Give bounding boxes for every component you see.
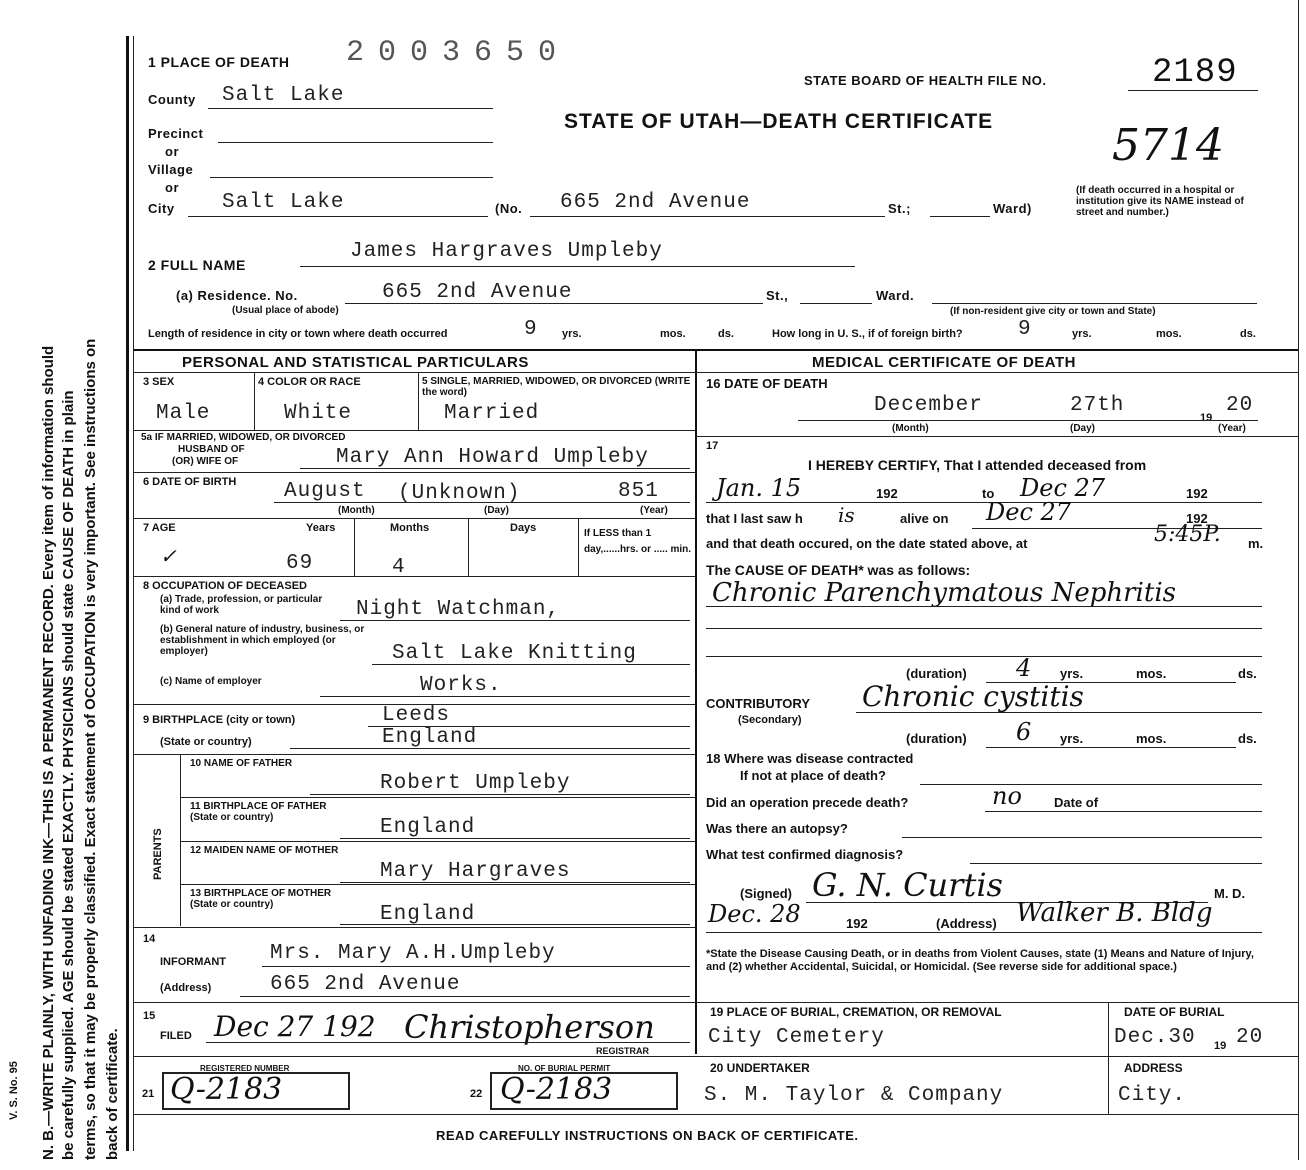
age-years-label: Years	[306, 522, 336, 534]
age-label: 7 AGE	[143, 522, 176, 534]
age-mark: ✓	[160, 544, 177, 568]
ward-line	[930, 216, 990, 217]
autopsy-line	[902, 837, 1262, 838]
vs-number: V. S. No. 95	[8, 1061, 20, 1120]
occupation-label: 8 OCCUPATION OF DECEASED	[143, 580, 307, 592]
parents-divider	[180, 754, 181, 926]
st-label: St.;	[888, 201, 911, 216]
age-div-1	[354, 518, 355, 576]
instructions-footer: READ CAREFULLY INSTRUCTIONS ON BACK OF CERTIFICATE.	[436, 1128, 859, 1143]
village-label: Village	[148, 162, 194, 177]
mother-line	[340, 882, 690, 883]
birthplace-label: 9 BIRTHPLACE (city or town)	[143, 714, 296, 726]
row-line-2	[133, 472, 695, 473]
contrib-duration-label: (duration)	[906, 731, 967, 746]
filed-date: Dec 27 192	[214, 1010, 376, 1043]
undertaker-address-label: ADDRESS	[1124, 1061, 1183, 1075]
length-ds-label: ds.	[718, 328, 734, 340]
informant-number: 14	[143, 933, 156, 945]
attended-to-label: to	[982, 486, 995, 501]
cause-duration-label: (duration)	[906, 666, 967, 681]
city-label: City	[148, 201, 175, 216]
row-line-7	[180, 797, 695, 798]
city-line	[188, 216, 488, 217]
last-saw-text: that I last saw h	[706, 511, 803, 526]
dod-year: 20	[1226, 394, 1254, 417]
length-of-residence-label: Length of residence in city or town where death occurred	[148, 328, 448, 340]
row-line-6	[133, 754, 695, 755]
row-line-10	[133, 927, 695, 928]
dob-month-sub: (Month)	[338, 505, 375, 516]
age-days-label: Days	[510, 522, 537, 534]
or-label-2: or	[165, 180, 179, 195]
test-line	[970, 863, 1262, 864]
contrib-ds-label: ds.	[1238, 731, 1257, 746]
signed-label: (Signed)	[740, 886, 792, 901]
last-saw-his: is	[838, 503, 855, 527]
permit-prefix: 22	[470, 1088, 483, 1100]
us-ds-label: ds.	[1240, 328, 1256, 340]
birthplace-city: Leeds	[382, 704, 451, 727]
row-line-12	[133, 1056, 1298, 1057]
burial-place-label: 19 PLACE OF BURIAL, CREMATION, OR REMOVAL	[710, 1005, 1002, 1019]
precinct-line	[218, 142, 493, 143]
registrar-signature: Christopherson	[404, 1008, 655, 1046]
mother-bp-line	[340, 924, 690, 925]
residence-ward-label: Ward.	[876, 288, 915, 303]
full-name-value: James Hargraves Umpleby	[350, 240, 663, 263]
mother-birthplace-label: 13 BIRTHPLACE OF MOTHER (State or country)	[190, 888, 332, 910]
row-line-11	[133, 1002, 695, 1003]
contracted-line	[920, 784, 1262, 785]
marital-value: Married	[444, 402, 540, 425]
occupation-c-label: (c) Name of employer	[160, 676, 262, 687]
hospital-note: (If death occurred in a hospital or institution give its NAME instead of street and number.)	[1076, 185, 1244, 218]
certify-text: I HEREBY CERTIFY, That I attended deceased from	[808, 457, 1147, 473]
cause-yrs-label: yrs.	[1060, 666, 1084, 681]
full-name-label: 2 FULL NAME	[148, 257, 246, 273]
attended-to-date: Dec 27	[1020, 474, 1106, 502]
sign-date-line	[706, 932, 1262, 933]
side-note-line3: terms, so that it may be properly classified. Exact statement of OCCUPATION is very important. See instructions on	[82, 338, 99, 1160]
birthplace-sub: (State or country)	[160, 736, 252, 748]
handwritten-number: 5714	[1112, 120, 1224, 171]
length-yrs-label: yrs.	[562, 328, 582, 340]
occupation-c-value: Works.	[420, 674, 502, 697]
stamp-number: 2003650	[346, 36, 571, 70]
occ-b-line	[372, 664, 690, 665]
death-occurred-text: and that death occured, on the date stated above, at	[706, 536, 1028, 551]
spouse-value: Mary Ann Howard Umpleby	[336, 446, 649, 469]
length-mos-label: mos.	[660, 328, 686, 340]
dob-year-sub: (Year)	[640, 505, 668, 516]
spouse-label-3: (OR) WIFE OF	[172, 456, 239, 467]
operation-value: no	[992, 782, 1022, 810]
occupation-b-label: (b) General nature of industry, business, or establishment in which employed (or employer)	[160, 624, 365, 657]
cause-value: Chronic Parenchymatous Nephritis	[712, 578, 1176, 608]
dob-label: 6 DATE OF BIRTH	[143, 476, 237, 488]
contributory-sub: (Secondary)	[738, 714, 802, 726]
parents-label: PARENTS	[152, 828, 164, 880]
cause-ds-label: ds.	[1238, 666, 1257, 681]
color-label: 4 COLOR OR RACE	[258, 376, 361, 388]
undertaker-address: City.	[1118, 1084, 1187, 1107]
row-line-3	[133, 518, 695, 519]
residence-extra-line	[932, 303, 1257, 304]
county-label: County	[148, 92, 196, 107]
father-label: 10 NAME OF FATHER	[190, 758, 293, 769]
burial-date: Dec.30	[1114, 1026, 1196, 1049]
filed-number: 15	[143, 1010, 156, 1022]
residence-label: (a) Residence. No.	[176, 288, 298, 303]
county-value: Salt Lake	[222, 84, 345, 107]
residence-ward-line	[800, 303, 872, 304]
registrar-label: REGISTRAR	[596, 1046, 650, 1056]
mother-birthplace-value: England	[380, 903, 476, 926]
burial-date-year: 20	[1236, 1026, 1264, 1049]
row-line-1	[133, 430, 695, 431]
residence-value: 665 2nd Avenue	[382, 281, 573, 304]
dod-line	[798, 420, 1258, 421]
dod-day-sub: (Day)	[1070, 423, 1096, 434]
occ-c-line	[320, 696, 690, 697]
burial-divider	[1108, 1002, 1109, 1114]
bottom-line	[133, 1114, 1298, 1115]
autopsy-label: Was there an autopsy?	[706, 821, 848, 836]
file-no: 2189	[1152, 54, 1238, 92]
length-years: 9	[524, 318, 538, 341]
county-line	[208, 108, 493, 109]
father-value: Robert Umpleby	[380, 772, 571, 795]
cause-line-3	[706, 656, 1262, 657]
undertaker-value: S. M. Taylor & Company	[704, 1084, 1004, 1107]
sign-19: 192	[846, 916, 868, 931]
right-border	[1298, 0, 1299, 1160]
contrib-duration-line	[986, 747, 1236, 748]
cause-mos-label: mos.	[1136, 666, 1167, 681]
dob-day: (Unknown)	[398, 482, 521, 505]
dob-day-sub: (Day)	[484, 505, 510, 516]
contrib-duration-yrs: 6	[1016, 718, 1032, 746]
occupation-a-value: Night Watchman,	[356, 598, 561, 621]
age-months-label: Months	[390, 522, 430, 534]
dob-line	[274, 502, 690, 503]
spouse-label-2: HUSBAND OF	[178, 444, 245, 455]
medical-title-line	[695, 372, 1298, 373]
contracted-sub: If not at place of death?	[740, 768, 886, 783]
certificate-title: STATE OF UTAH—DEATH CERTIFICATE	[564, 110, 994, 133]
marital-label: 5 SINGLE, MARRIED, WIDOWED, OR DIVORCED (WRITE the word)	[422, 376, 691, 398]
personal-section-title: PERSONAL AND STATISTICAL PARTICULARS	[182, 354, 529, 371]
center-divider	[695, 350, 697, 1054]
spouse-line	[300, 468, 690, 469]
left-border-inner	[133, 36, 134, 1151]
full-name-line	[300, 266, 855, 267]
registered-number: Q-2183	[170, 1072, 283, 1107]
alive-on-text: alive on	[900, 511, 949, 526]
precinct-label: Precinct	[148, 126, 204, 141]
or-label-1: or	[165, 144, 179, 159]
street-value: 665 2nd Avenue	[560, 191, 751, 214]
father-birthplace-label: 11 BIRTHPLACE OF FATHER (State or country)	[190, 801, 327, 823]
dod-day: 27th	[1070, 394, 1125, 417]
nonresident-note: (If non-resident give city or town and State)	[950, 306, 1156, 317]
sign-address-label: (Address)	[936, 916, 997, 931]
bp-country-line	[290, 748, 690, 749]
burial-place-value: City Cemetery	[708, 1026, 885, 1049]
informant-address-label: (Address)	[160, 982, 212, 994]
burial-date-label: DATE OF BURIAL	[1124, 1005, 1225, 1019]
attended-from-date: Jan. 15	[716, 474, 802, 502]
row-line-4	[133, 576, 695, 577]
dob-year: 851	[618, 480, 659, 503]
sex-value: Male	[156, 402, 211, 425]
informant-value: Mrs. Mary A.H.Umpleby	[270, 942, 556, 965]
age-div-3	[578, 518, 579, 576]
side-note-line1: N. B.—WRITE PLAINLY, WITH UNFADING INK—THIS IS A PERMANENT RECORD. Every item of information should	[40, 345, 57, 1160]
death-time-m: m.	[1248, 536, 1264, 551]
street-no-label: (No.	[495, 201, 523, 216]
md-label: M. D.	[1214, 886, 1246, 901]
us-years: 9	[1018, 318, 1032, 341]
residence-sub: (Usual place of abode)	[232, 305, 339, 316]
permit-label: NO. OF BURIAL PERMIT	[518, 1064, 611, 1073]
cause-duration-yrs: 4	[1016, 654, 1032, 682]
registered-number-label: REGISTERED NUMBER	[200, 1064, 290, 1073]
left-border	[126, 36, 129, 1151]
alive-19: 192	[1186, 511, 1208, 526]
residence-st-label: St.,	[766, 288, 789, 303]
color-divider	[418, 372, 419, 430]
sex-label: 3 SEX	[143, 376, 175, 388]
contrib-mos-label: mos.	[1136, 731, 1167, 746]
dod-19: 19	[1200, 412, 1213, 424]
side-note-line4: back of certificate.	[104, 1028, 121, 1160]
mother-value: Mary Hargraves	[380, 860, 571, 883]
sign-address: Walker B. Bldg	[1016, 898, 1213, 928]
contrib-yrs-label: yrs.	[1060, 731, 1084, 746]
cause-label: The CAUSE OF DEATH* was as follows:	[706, 562, 971, 578]
occupation-b-value: Salt Lake Knitting	[392, 642, 637, 665]
medical-section-title: MEDICAL CERTIFICATE OF DEATH	[812, 354, 1076, 371]
us-residence-label: How long in U. S., if of foreign birth?	[772, 328, 963, 340]
attended-line	[706, 502, 1262, 503]
permit-number: Q-2183	[500, 1072, 613, 1107]
place-of-death-label: 1 PLACE OF DEATH	[148, 54, 290, 70]
death-time: 5:45P.	[1154, 522, 1221, 547]
operation-label: Did an operation precede death?	[706, 795, 909, 810]
informant-label: INFORMANT	[160, 956, 226, 968]
sign-date: Dec. 28	[708, 900, 801, 928]
us-yrs-label: yrs.	[1072, 328, 1092, 340]
cause-line-1	[706, 606, 1262, 607]
age-months: 4	[392, 556, 406, 579]
filed-label: FILED	[160, 1030, 192, 1042]
personal-title-line	[133, 372, 695, 373]
attended-from-19: 192	[876, 486, 898, 501]
dod-month: December	[874, 394, 983, 417]
age-div-2	[468, 518, 469, 576]
operation-date-label: Date of	[1054, 795, 1099, 810]
footnote-line	[695, 1002, 1298, 1003]
contracted-label: 18 Where was disease contracted	[706, 751, 914, 766]
alive-date: Dec 27	[986, 498, 1072, 526]
dod-label: 16 DATE OF DEATH	[706, 376, 828, 391]
test-label: What test confirmed diagnosis?	[706, 847, 904, 862]
dob-month: August	[284, 480, 366, 503]
contributory-value: Chronic cystitis	[862, 680, 1084, 713]
birthplace-country: England	[382, 726, 478, 749]
contrib-line	[856, 712, 1262, 713]
section-divider	[133, 349, 1298, 351]
city-value: Salt Lake	[222, 191, 345, 214]
certify-number: 17	[706, 440, 719, 452]
filed-line	[206, 1042, 690, 1043]
informant-address-line	[240, 996, 690, 997]
registered-prefix: 21	[142, 1088, 155, 1100]
spouse-label-1: 5a IF MARRIED, WIDOWED, OR DIVORCED	[141, 432, 346, 443]
physician-signature: G. N. Curtis	[812, 866, 1003, 904]
age-years: 69	[286, 552, 314, 575]
file-no-label: STATE BOARD OF HEALTH FILE NO.	[804, 73, 1047, 88]
street-line	[530, 216, 885, 217]
father-birthplace-value: England	[380, 816, 476, 839]
dod-row-line	[695, 436, 1298, 437]
occupation-a-label: (a) Trade, profession, or particular kind of work	[160, 594, 323, 616]
residence-line	[345, 303, 763, 304]
ward-label: Ward)	[993, 201, 1032, 216]
dod-month-sub: (Month)	[892, 423, 929, 434]
father-bp-line	[340, 838, 690, 839]
dod-year-sub: (Year)	[1218, 423, 1246, 434]
color-value: White	[284, 402, 353, 425]
father-line	[310, 794, 690, 795]
informant-line	[262, 966, 690, 967]
row-line-9	[180, 884, 695, 885]
mother-label: 12 MAIDEN NAME OF MOTHER	[190, 845, 339, 856]
side-note-line2: be carefully supplied. AGE should be stated EXACTLY. PHYSICIANS should state CAUSE OF DEATH in plain	[60, 390, 77, 1160]
contributory-label: CONTRIBUTORY	[706, 696, 810, 711]
row-line-8	[180, 841, 695, 842]
us-mos-label: mos.	[1156, 328, 1182, 340]
informant-address-value: 665 2nd Avenue	[270, 973, 461, 996]
cause-line-2	[706, 628, 1262, 629]
medical-footnote: *State the Disease Causing Death, or in deaths from Violent Causes, state (1) Means and Nature of Injury, and (2) whether Accidental, Suicidal, or Homicidal. (See reverse side for additional space.)	[706, 948, 1254, 973]
village-line	[210, 177, 493, 178]
occ-a-line	[340, 620, 690, 621]
attended-to-19: 192	[1186, 486, 1208, 501]
operation-line	[985, 811, 1262, 812]
burial-date-19: 19	[1214, 1040, 1227, 1052]
age-less-label: If LESS than 1 day,......hrs. or ..... min.	[584, 528, 692, 555]
undertaker-label: 20 UNDERTAKER	[710, 1061, 810, 1075]
sex-divider	[254, 372, 255, 430]
